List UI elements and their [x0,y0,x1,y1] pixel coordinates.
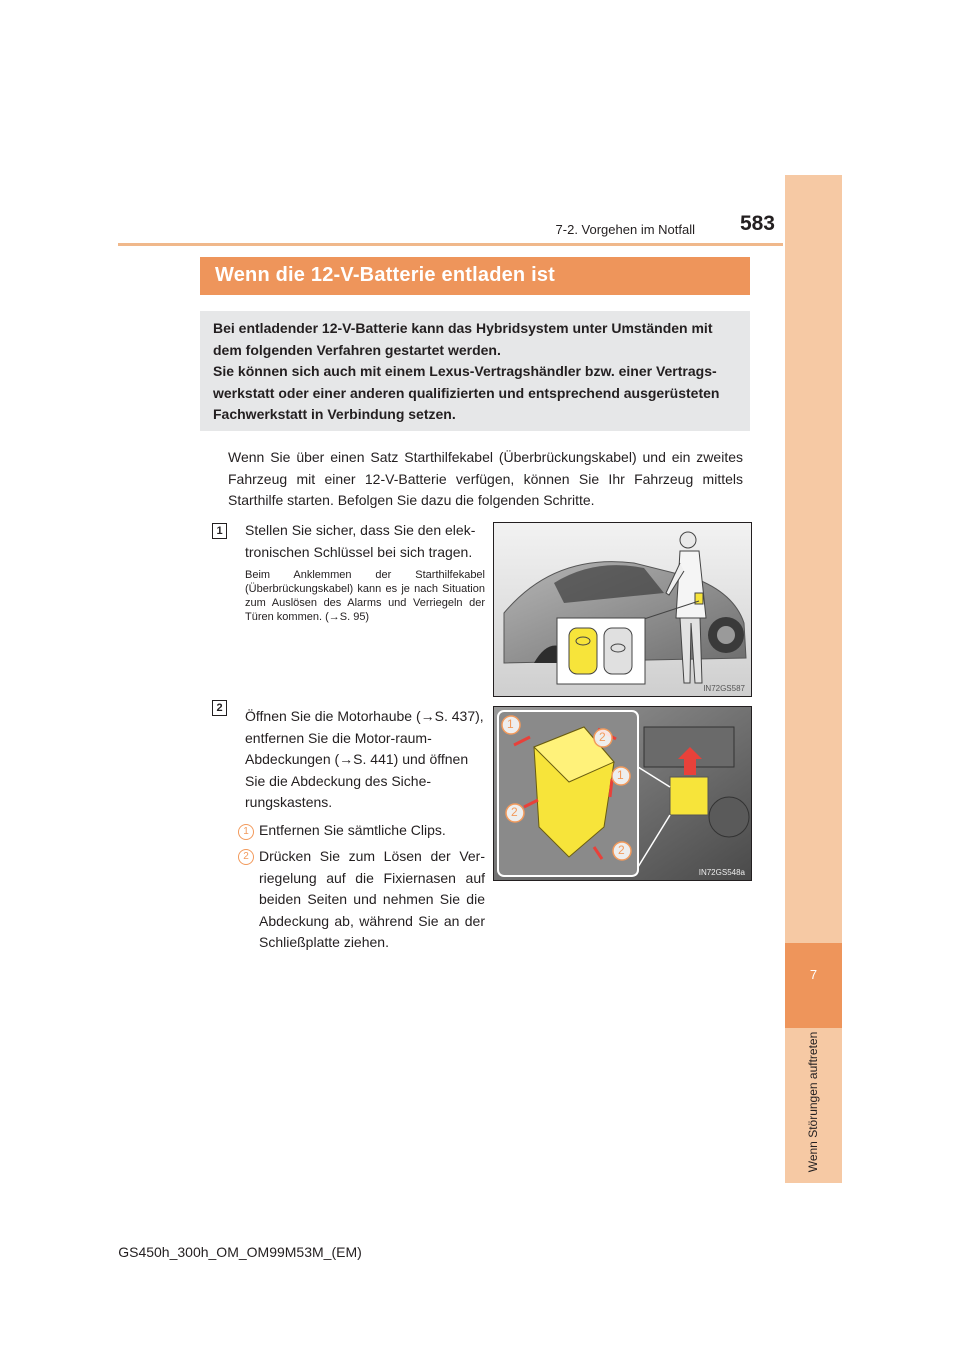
substep-text: Drücken Sie zum Lösen der Ver-riegelung auf die Fixiernasen auf beiden Seiten und nehmen Sie die Abdeckung ab, während Sie an der Schließplatte ziehen. [259,848,485,950]
substep-marker: 1 [238,824,254,840]
callout-label: 1 [507,717,514,731]
page-number: 583 [739,212,775,235]
callout-label: 1 [617,768,624,782]
section-header: 7-2. Vorgehen im Notfall [555,222,695,237]
chapter-number-box [785,943,842,1028]
figure-fuse-box [493,706,752,881]
step-text: Stellen Sie sicher, dass Sie den elek-tronischen Schlüssel bei sich tragen. [245,522,476,560]
chapter-number: 7 [809,967,818,982]
intro-paragraph: Wenn Sie über einen Satz Starthilfekabel (Überbrückungskabel) und ein zweites Fahrzeug mit einer 12-V-Batterie verfügen, können Sie Ihr Fahrzeug mittels Starthilfe starten. Befolgen Sie dazu die folgenden Schritte. [228,449,743,508]
footer-document-id: GS450h_300h_OM_OM99M53M_(EM) [118,1244,362,1260]
page-title: Wenn die 12-V-Batterie entladen ist [215,264,556,286]
chapter-label: Wenn Störungen auftreten [806,1031,820,1173]
header-rule [118,243,783,246]
step-number: 2 [212,700,227,716]
intro-line: Sie können sich auch mit einem Lexus-Vertragshändler bzw. einer Vertrags-werkstatt oder einer anderen qualifizierten und entsprechend ausgerüsteten Fachwerkstatt in Verbindung setzen. [213,363,720,422]
car-illustration [494,523,751,696]
figure-car-key [493,522,752,697]
step-text: Öffnen Sie die Motorhaube (→S. 437), entfernen Sie die Motor-raum-Abdeckungen (→S. 441) und öffnen Sie die Abdeckung des Siche-rungskastens. [245,708,484,810]
figure-code: IN72GS548a [698,868,745,877]
callout-label: 2 [511,805,518,819]
callout-label: 2 [599,730,606,744]
intro-line: Bei entladender 12-V-Batterie kann das Hybridsystem unter Umständen mit dem folgenden Verfahren gestartet werden. [213,320,713,358]
step-number: 1 [212,523,227,539]
substep-text: Entfernen Sie sämtliche Clips. [259,822,446,838]
substep-marker: 2 [238,849,254,865]
figure-code: IN72GS587 [703,684,745,693]
intro-text [213,318,741,426]
step-note: Beim Anklemmen der Starthilfekabel (Überbrückungskabel) kann es je nach Situation zum Auslösen des Alarms und Verriegeln der Türen kommen. (→S. 95) [245,569,485,623]
callout-label: 2 [618,843,625,857]
